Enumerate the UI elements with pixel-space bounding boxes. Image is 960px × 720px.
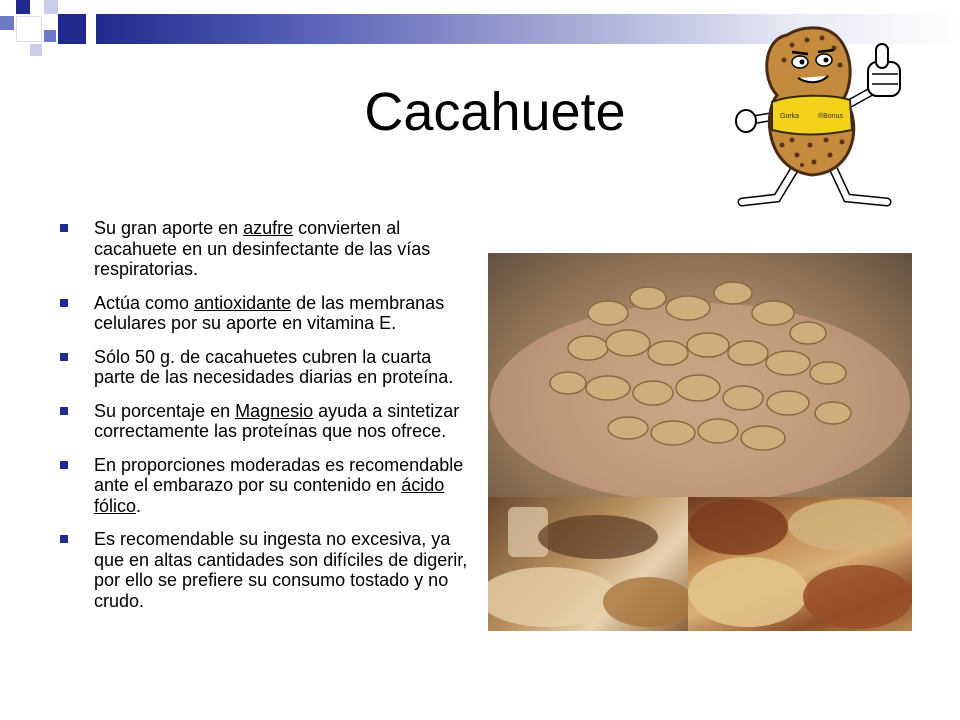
corner-square-dark-2: [58, 14, 86, 44]
bullet-text: Su porcentaje en: [94, 400, 236, 421]
shirt-text-left: Gorka: [780, 113, 800, 120]
bullet-item: [60, 455, 470, 517]
bullet-text: Su gran aporte en: [94, 218, 244, 238]
bullet-text: convierten al cacahuete en un desinfectante de las vías respiratorias.: [94, 218, 431, 279]
bullet-list: [60, 218, 470, 624]
corner-square-dark: [16, 0, 30, 14]
bullet-link[interactable]: antioxidante: [194, 292, 292, 313]
bullet-text: Es recomendable su ingesta no excesiva, ya que en altas cantidades son difíciles de digerir, por ello se prefiere su consumo tostado y no crudo.: [94, 529, 468, 611]
corner-square-mid: [0, 16, 14, 30]
bullet-text: de las membranas celulares por su aporte en vitamina E.: [94, 292, 445, 333]
nuts-assortment-photo-right: [688, 497, 912, 631]
bullet-text: ayuda a sintetizar correctamente las proteínas que nos ofrece.: [94, 400, 460, 441]
bullet-item: [60, 529, 470, 611]
bullet-link[interactable]: Magnesio: [235, 400, 314, 421]
slide-title: Cacahuete: [364, 82, 626, 142]
corner-square-white: [16, 16, 42, 42]
peanuts-in-hands-photo: [488, 253, 912, 497]
bullet-text: En proporciones moderadas es recomendable ante el embarazo por su contenido en: [94, 454, 464, 495]
peanut-mascot-illustration: [722, 20, 922, 212]
bullet-square-icon: [60, 407, 68, 415]
bullet-item: [60, 293, 470, 334]
bullet-square-icon: [60, 224, 68, 232]
bullet-square-icon: [60, 535, 68, 543]
bullet-item: [60, 218, 470, 280]
bullet-text: Actúa como: [94, 292, 195, 313]
bullet-item: [60, 347, 470, 388]
bullet-text: .: [136, 495, 142, 516]
shirt-text-right: ®Bonus: [818, 113, 844, 120]
corner-square-light: [44, 0, 58, 14]
bullet-square-icon: [60, 461, 68, 469]
bullet-item: [60, 401, 470, 442]
nuts-assortment-photo-left: [488, 497, 688, 631]
corner-square-light-2: [30, 44, 42, 56]
corner-square-mid-2: [44, 30, 56, 42]
bullet-link[interactable]: ácido fólico: [94, 475, 445, 516]
bullet-link[interactable]: azufre: [243, 218, 294, 238]
bullet-square-icon: [60, 299, 68, 307]
bullet-square-icon: [60, 353, 68, 361]
bullet-text: Sólo 50 g. de cacahuetes cubren la cuarta parte de las necesidades diarias en proteína.: [94, 346, 454, 387]
